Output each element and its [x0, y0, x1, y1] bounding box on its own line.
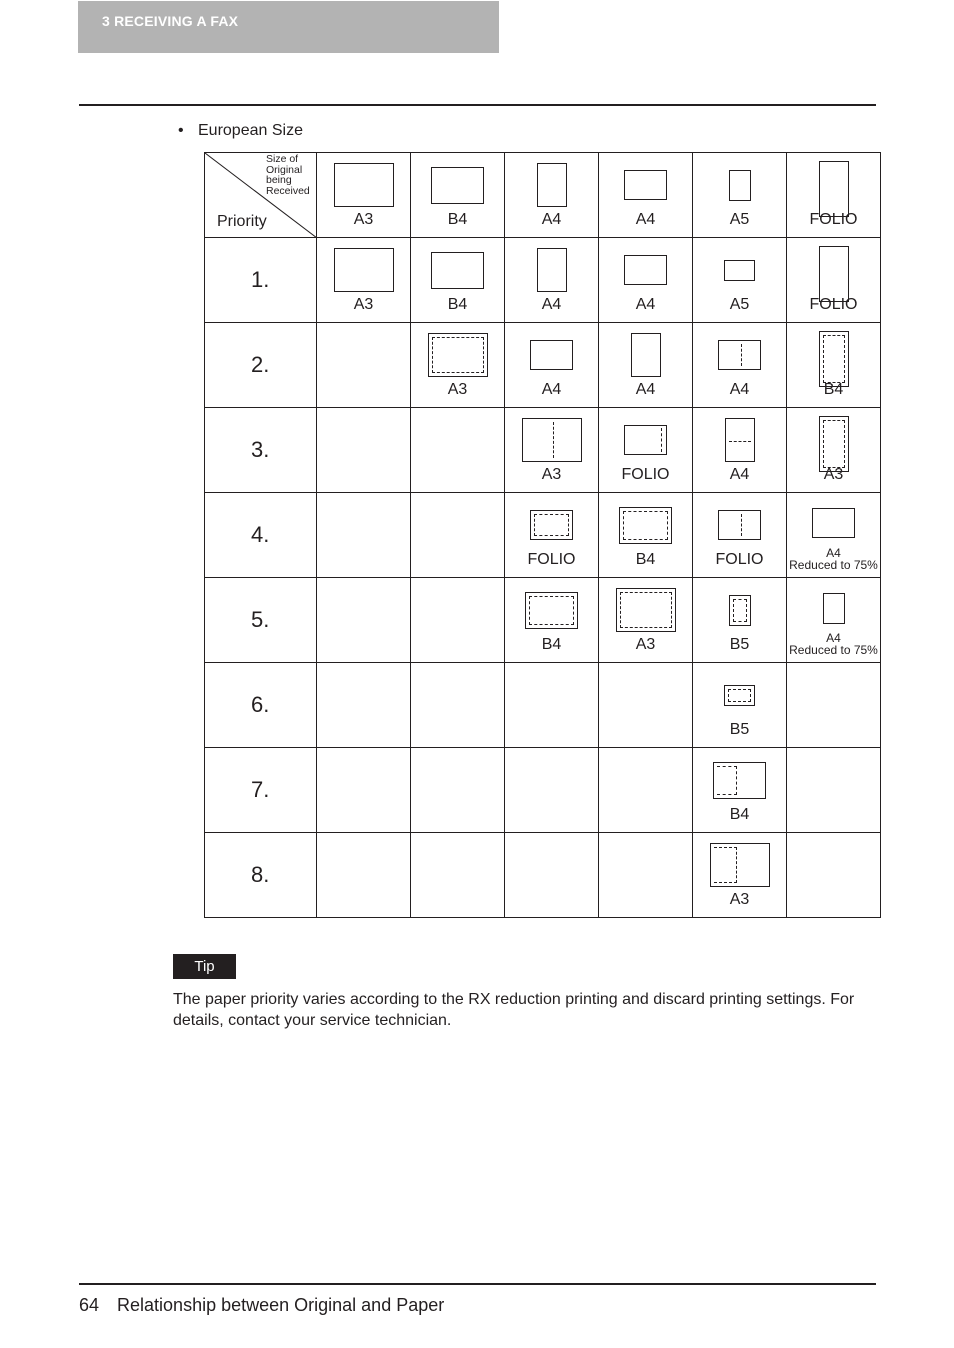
priority-number: 4. [251, 522, 270, 547]
chapter-title: 3 RECEIVING A FAX [102, 13, 239, 29]
paper-icon [729, 170, 751, 201]
paper-cell [317, 663, 411, 748]
corner-cell [205, 153, 317, 238]
paper-cell [317, 748, 411, 833]
paper-icon [334, 248, 394, 292]
bottom-rule [79, 1283, 876, 1285]
paper-icon [537, 248, 567, 292]
priority-number: 7. [251, 777, 270, 802]
printable-area-icon [728, 689, 751, 702]
paper-cell [411, 323, 505, 408]
paper-cell [317, 238, 411, 323]
paper-cell [505, 578, 599, 663]
paper-icon [525, 592, 578, 629]
priority-row [205, 663, 881, 748]
paper-size-label: A3 [823, 466, 844, 483]
size-label-line: Received [266, 184, 310, 197]
received-size-cell [599, 153, 693, 238]
paper-size-label: B4 [447, 211, 468, 228]
cut-line-icon [661, 428, 662, 452]
paper-size-label: A3 [447, 381, 468, 398]
reduction-label: Reduced to 75% [789, 558, 878, 572]
paper-cell [411, 493, 505, 578]
paper-icon [819, 246, 849, 302]
paper-cell [505, 748, 599, 833]
paper-cell [787, 663, 881, 748]
paper-icon [812, 508, 855, 538]
paper-icon [718, 340, 761, 370]
page-number: 64 [79, 1295, 100, 1315]
printable-area-icon [733, 599, 747, 622]
priority-row [205, 493, 881, 578]
priority-row [205, 833, 881, 918]
paper-icon [624, 255, 667, 285]
header-row [205, 153, 881, 238]
printable-area-icon [432, 337, 484, 373]
printable-area-icon [529, 596, 574, 625]
section-title: European Size [198, 122, 303, 139]
paper-cell [505, 323, 599, 408]
priority-row [205, 748, 881, 833]
priority-number: 5. [251, 607, 270, 632]
paper-icon [624, 425, 667, 455]
paper-size-label: A3 [729, 891, 750, 908]
paper-cell [505, 238, 599, 323]
paper-cell [599, 578, 693, 663]
paper-icon [537, 163, 567, 207]
paper-cell [599, 748, 693, 833]
paper-cell [599, 238, 693, 323]
footer [79, 1295, 444, 1316]
paper-cell [505, 408, 599, 493]
paper-icon [729, 595, 751, 626]
priority-table [204, 152, 881, 918]
paper-icon [718, 510, 761, 540]
paper-size-label: A4 [826, 631, 841, 645]
paper-cell [693, 833, 787, 918]
priority-row [205, 238, 881, 323]
split-line-icon [729, 441, 751, 442]
paper-cell [693, 578, 787, 663]
paper-size-label: A4 [635, 381, 656, 398]
paper-size-label: A4 [635, 211, 656, 228]
paper-cell [787, 408, 881, 493]
paper-cell [787, 748, 881, 833]
paper-size-label: A3 [353, 296, 374, 313]
priority-label: Priority [217, 213, 267, 230]
paper-cell [599, 323, 693, 408]
paper-cell [505, 493, 599, 578]
paper-cell [693, 323, 787, 408]
priority-number: 3. [251, 437, 270, 462]
paper-cell [411, 748, 505, 833]
priority-row [205, 323, 881, 408]
printable-area-icon [717, 766, 737, 795]
paper-cell [787, 578, 881, 663]
paper-size-label: B5 [729, 721, 750, 738]
paper-cell [599, 833, 693, 918]
paper-size-label: A5 [729, 211, 750, 228]
paper-cell [599, 663, 693, 748]
paper-icon [823, 593, 845, 624]
paper-icon [624, 170, 667, 200]
paper-icon [724, 260, 755, 281]
size-label-line: Original [266, 163, 303, 176]
paper-cell [693, 408, 787, 493]
priority-number-cell [205, 833, 317, 918]
priority-number: 2. [251, 352, 270, 377]
paper-size-label: FOLIO [527, 551, 576, 568]
paper-cell [787, 833, 881, 918]
paper-icon [334, 163, 394, 207]
paper-icon [819, 331, 849, 387]
footer-title: Relationship between Original and Paper [117, 1295, 445, 1315]
paper-size-label: A3 [541, 466, 562, 483]
split-line-icon [741, 344, 742, 366]
paper-icon [616, 588, 676, 632]
size-label-line: being [266, 174, 292, 186]
paper-icon [819, 416, 849, 472]
paper-cell [317, 578, 411, 663]
paper-icon [428, 333, 488, 377]
paper-icon [724, 685, 755, 706]
paper-size-label: B5 [729, 636, 750, 653]
priority-number-cell [205, 748, 317, 833]
printable-area-icon [620, 592, 672, 628]
priority-number: 6. [251, 692, 270, 717]
paper-cell [317, 323, 411, 408]
paper-cell [411, 408, 505, 493]
priority-row [205, 578, 881, 663]
size-label-line: Size of [266, 153, 299, 165]
tip-text: The paper priority varies according to the RX reduction printing and discard printing settings. For details, contact your service technician. [173, 991, 855, 1029]
paper-size-label: A4 [729, 466, 750, 483]
received-size-cell [505, 153, 599, 238]
tip-badge: Tip [173, 954, 236, 979]
received-size-cell [787, 153, 881, 238]
paper-cell [411, 833, 505, 918]
received-size-cell [317, 153, 411, 238]
paper-size-label: A4 [541, 296, 562, 313]
paper-size-label: B4 [823, 381, 844, 398]
paper-cell [787, 493, 881, 578]
paper-size-label: A4 [635, 296, 656, 313]
paper-icon [619, 507, 672, 544]
paper-cell [505, 663, 599, 748]
paper-cell [787, 238, 881, 323]
chapter-tab [78, 1, 499, 53]
priority-row [205, 408, 881, 493]
paper-icon [530, 340, 573, 370]
priority-number-cell [205, 493, 317, 578]
split-line-icon [741, 514, 742, 536]
paper-cell [317, 408, 411, 493]
paper-icon [631, 333, 661, 377]
priority-number-cell [205, 238, 317, 323]
split-line-icon [553, 422, 554, 458]
paper-icon [431, 167, 484, 204]
paper-cell [787, 323, 881, 408]
received-size-cell [693, 153, 787, 238]
paper-cell [317, 493, 411, 578]
priority-number-cell [205, 408, 317, 493]
paper-size-label: A3 [353, 211, 374, 228]
paper-size-label: A4 [541, 381, 562, 398]
size-of-original-label [266, 154, 310, 196]
received-size-cell [411, 153, 505, 238]
paper-icon [431, 252, 484, 289]
paper-size-label: B4 [447, 296, 468, 313]
priority-number-cell [205, 663, 317, 748]
paper-size-label: B4 [541, 636, 562, 653]
paper-icon [530, 510, 573, 540]
paper-icon [522, 418, 582, 462]
paper-cell [693, 748, 787, 833]
paper-size-label: A4 [729, 381, 750, 398]
paper-size-label: FOLIO [809, 211, 858, 228]
paper-size-label: A4 [826, 546, 841, 560]
top-rule [79, 104, 876, 106]
paper-size-label: FOLIO [715, 551, 764, 568]
paper-cell [693, 493, 787, 578]
paper-cell [411, 578, 505, 663]
paper-size-label: B4 [729, 806, 750, 823]
priority-number: 1. [251, 267, 270, 292]
paper-size-label: FOLIO [621, 466, 670, 483]
paper-icon [725, 418, 755, 462]
printable-area-icon [534, 514, 569, 536]
reduction-label: Reduced to 75% [789, 643, 878, 657]
paper-icon [710, 843, 770, 887]
printable-area-icon [714, 847, 737, 883]
paper-cell [693, 238, 787, 323]
paper-size-label: A5 [729, 296, 750, 313]
printable-area-icon [823, 335, 845, 383]
paper-cell [599, 493, 693, 578]
paper-cell [599, 408, 693, 493]
paper-size-label: A4 [541, 211, 562, 228]
bullet-icon: • [178, 122, 184, 139]
section-heading [178, 122, 303, 140]
paper-cell [411, 663, 505, 748]
priority-number: 8. [251, 862, 270, 887]
priority-number-cell [205, 323, 317, 408]
paper-cell [505, 833, 599, 918]
printable-area-icon [823, 420, 845, 468]
printable-area-icon [623, 511, 668, 540]
paper-cell [317, 833, 411, 918]
paper-icon [819, 161, 849, 217]
paper-cell [411, 238, 505, 323]
paper-size-label: B4 [635, 551, 656, 568]
priority-number-cell [205, 578, 317, 663]
paper-size-label: A3 [635, 636, 656, 653]
paper-icon [713, 762, 766, 799]
paper-cell [693, 663, 787, 748]
paper-size-label: FOLIO [809, 296, 858, 313]
